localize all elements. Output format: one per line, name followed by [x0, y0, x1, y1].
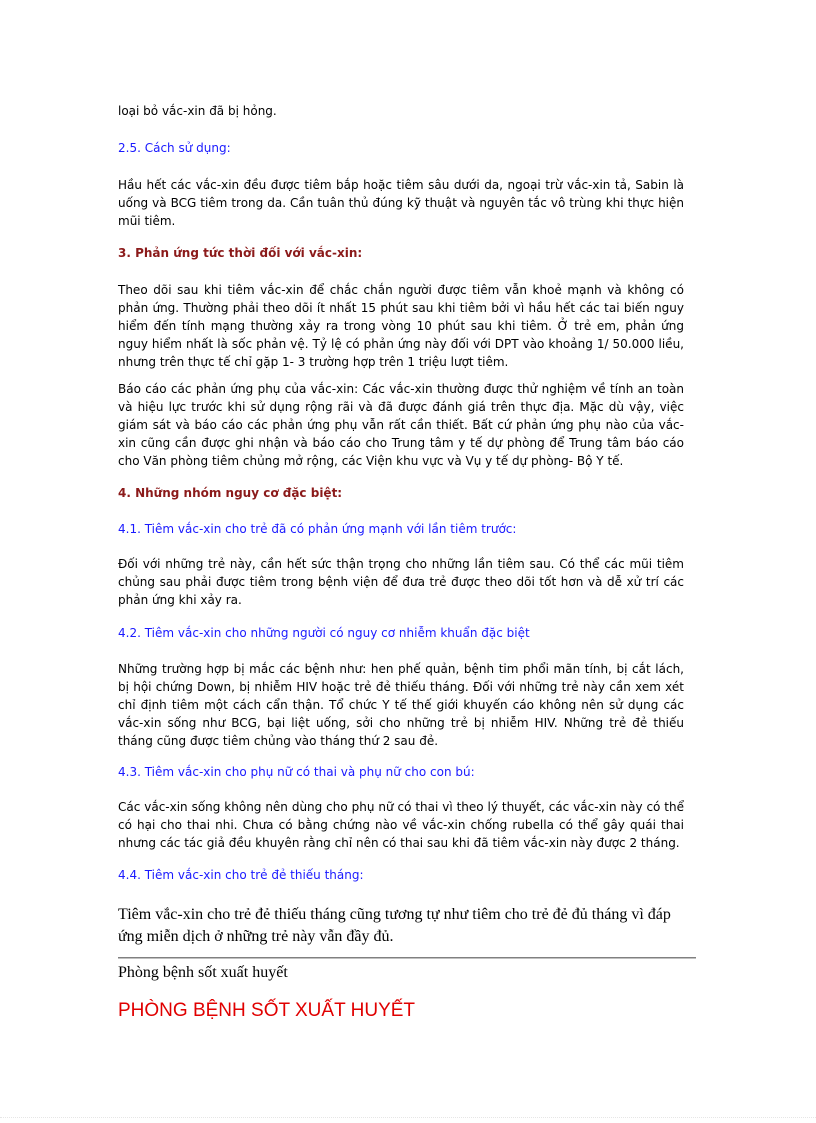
paragraph-4-3: Các vắc-xin sống không nên dùng cho phụ nữ có thai vì theo lý thuyết, các vắc-xin này có thể có hại cho thai nhi. Chưa có bằng chứng nào về vắc-xin chống rubella có thể gây quái thai nhưng các tác giả đều khuyên rằng chỉ nên có thai sau khi đã tiêm vắc-xin này được 2 tháng.	[118, 800, 684, 850]
paragraph-3a: Theo dõi sau khi tiêm vắc-xin để chắc chắn người được tiêm vẫn khoẻ mạnh và không có phản ứng. Thường phải theo dõi ít nhất 15 phút sau khi tiêm bởi vì hầu hết các tai biến nguy hiểm đến tính mạng thường xảy ra trong vòng 10 phút sau khi tiêm. Ở trẻ em, phản ứng nguy hiểm nhất là sốc phản vệ. Tỷ lệ có phản ứng này đối với DPT vào khoảng 1/ 50.000 liều, nhưng trên thực tế chỉ gặp 1- 3 trường hợp trên 1 triệu lượt tiêm.	[118, 283, 684, 369]
footer-link-text: Phòng bệnh sốt xuất huyết	[118, 964, 288, 981]
paragraph-top: loại bỏ vắc-xin đã bị hỏng.	[118, 104, 277, 118]
horizontal-rule	[118, 957, 696, 959]
heading-3: 3. Phản ứng tức thời đối với vắc-xin:	[118, 246, 363, 260]
page-bottom-divider	[0, 1117, 816, 1118]
paragraph-3b: Báo cáo các phản ứng phụ của vắc-xin: Các vắc-xin thường được thử nghiệm về tính an toàn và hiệu lực trước khi sử dụng rộng rãi và đã được đánh giá trên thực địa. Mặc dù vậy, việc giám sát và báo cáo các phản ứng phụ vẫn rất cần thiết. Bất cứ phản ứng phụ nào của vắc-xin cũng cần được ghi nhận và báo cáo cho Trung tâm y tế dự phòng để Trung tâm báo cáo cho Văn phòng tiêm chủng mở rộng, các Viện khu vực và Vụ y tế dự phòng- Bộ Y tế.	[118, 382, 684, 468]
heading-4-3: 4.3. Tiêm vắc-xin cho phụ nữ có thai và phụ nữ cho con bú:	[118, 765, 475, 779]
heading-4-1: 4.1. Tiêm vắc-xin cho trẻ đã có phản ứng mạnh với lần tiêm trước:	[118, 522, 517, 536]
paragraph-4-1: Đối với những trẻ này, cần hết sức thận trọng cho những lần tiêm sau. Có thể các mũi tiêm chủng sau phải được tiêm trong bệnh viện để đưa trẻ được theo dõi tốt hơn và dễ xử trí các phản ứng khi xảy ra.	[118, 557, 684, 607]
paragraph-4-2: Những trường hợp bị mắc các bệnh như: hen phế quản, bệnh tim phổi mãn tính, bị cắt lách, bị hội chứng Down, bị nhiễm HIV hoặc trẻ đẻ thiếu tháng. Đối với những trẻ này cần xem xét chỉ định tiêm một cách cẩn thận. Tổ chức Y tế thế giới khuyến cáo không nên sử dụng các vắc-xin sống như BCG, bại liệt uống, sởi cho những trẻ bị nhiễm HIV. Những trẻ đẻ thiếu tháng cũng được tiêm chủng vào tháng thứ 2 sau đẻ.	[118, 662, 684, 748]
paragraph-2-5: Hầu hết các vắc-xin đều được tiêm bắp hoặc tiêm sâu dưới da, ngoại trừ vắc-xin tả, Sabin là uống và BCG tiêm trong da. Cần tuân thủ đúng kỹ thuật và nguyên tắc vô trùng khi thực hiện mũi tiêm.	[118, 178, 684, 228]
heading-4-2: 4.2. Tiêm vắc-xin cho những người có nguy cơ nhiễm khuẩn đặc biệt	[118, 626, 530, 640]
heading-4: 4. Những nhóm nguy cơ đặc biệt:	[118, 486, 343, 500]
heading-2-5: 2.5. Cách sử dụng:	[118, 141, 231, 155]
paragraph-4-4: Tiêm vắc-xin cho trẻ đẻ thiếu tháng cũng tương tự như tiêm cho trẻ đẻ đủ tháng vì đáp ứng miễn dịch ở những trẻ này vẫn đầy đủ.	[118, 906, 671, 945]
heading-4-4: 4.4. Tiêm vắc-xin cho trẻ đẻ thiếu tháng:	[118, 868, 364, 882]
section-title: PHÒNG BỆNH SỐT XUẤT HUYẾT	[118, 1000, 416, 1021]
